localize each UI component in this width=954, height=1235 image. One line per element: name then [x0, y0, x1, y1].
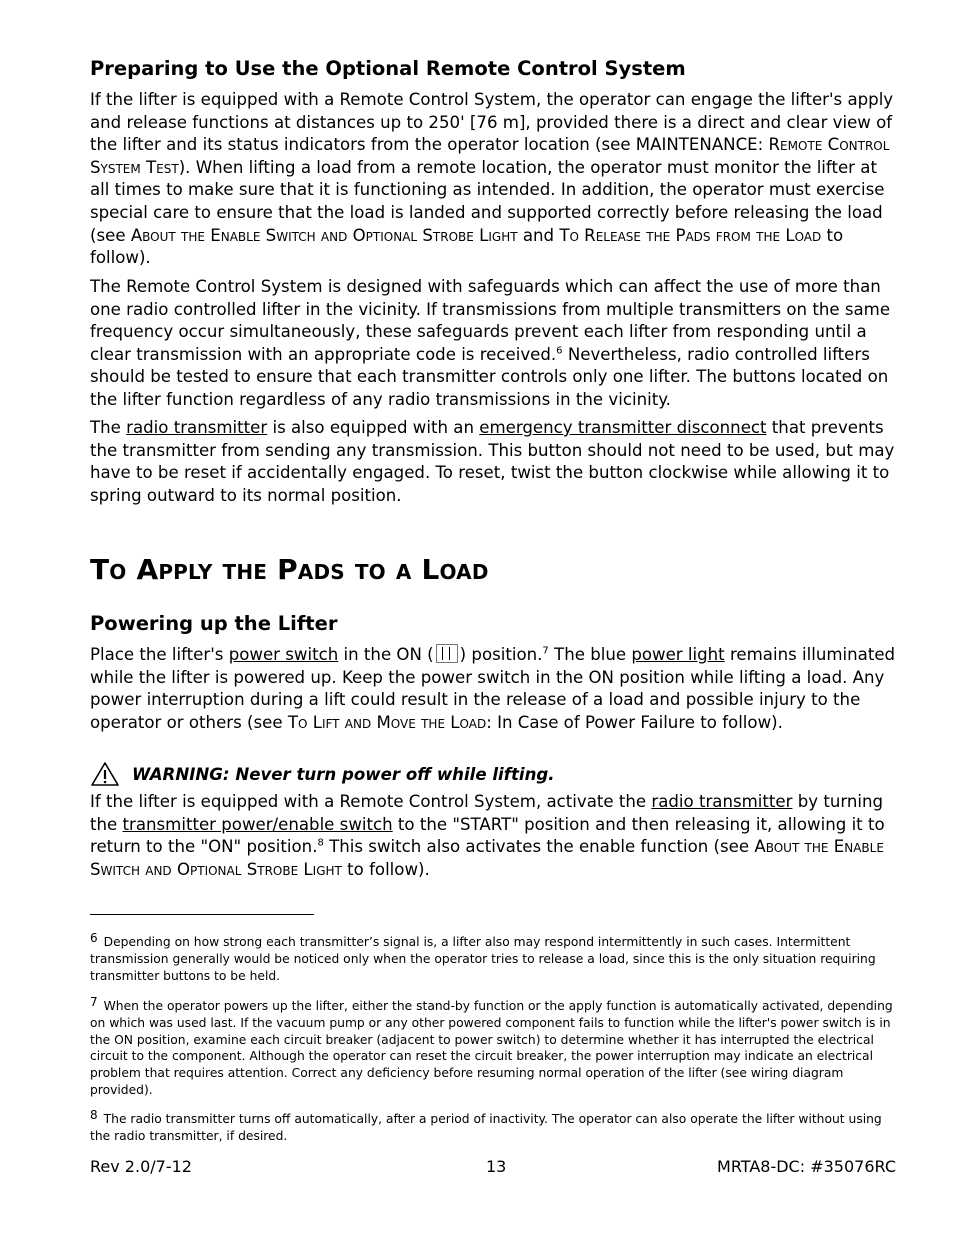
footnote-8 [90, 1107, 900, 1145]
term-power-light: power light [631, 645, 725, 664]
text-run: The [90, 418, 127, 437]
cross-reference: To Release the Pads from the Load [559, 225, 822, 245]
text-run: If the lifter is equipped with a Remote Control System, the operator can engage the lifter's apply and release functions at distances up to 250' [76 m], provided there is a direct and clear view of the lifter and its status indicators from the operator location (see MAINTENANCE: [90, 90, 894, 155]
warning-text: WARNING: Never turn power off while lifting. [132, 764, 555, 784]
footnote-6 [90, 930, 900, 984]
page-number: 13 [486, 1157, 507, 1176]
footnote-number: 7 [90, 995, 98, 1009]
subheading-powering-up: Powering up the Lifter [90, 612, 338, 635]
section-title-apply-pads: To Apply the Pads to a Load [90, 553, 489, 586]
paragraph-radio-activate [90, 791, 900, 881]
footnote-ref-6[interactable]: 6 [556, 345, 563, 357]
text-run: ) position. [459, 645, 543, 664]
term-power-switch: power switch [228, 645, 339, 664]
term-radio-transmitter: radio transmitter [651, 792, 793, 811]
text-run: Nevertheless, radio controlled lifters should be tested to ensure that each transmitter controls only one lifter. The buttons located on the lifter function regardless of any radio transmissions in the vicinity. [90, 344, 889, 409]
text-run: to follow). [341, 859, 430, 879]
text-run: in the ON ( [338, 645, 434, 664]
paragraph-remote-intro [90, 89, 900, 270]
paragraph-safeguards [90, 276, 900, 412]
warning-triangle-icon [90, 761, 120, 787]
paragraph-power-switch [90, 644, 900, 734]
term-transmitter-enable-switch: transmitter power/enable switch [122, 814, 393, 834]
section-heading-remote-control: Preparing to Use the Optional Remote Control System [90, 57, 686, 80]
footnote-number: 6 [90, 931, 98, 945]
text-run: is also equipped with an [267, 418, 480, 437]
power-on-symbol-icon [436, 644, 458, 663]
term-emergency-disconnect: emergency transmitter disconnect [479, 418, 767, 437]
cross-reference: About the Enable Switch and Optional Strobe Light [130, 225, 518, 245]
cross-reference: About the Enable Switch and Optional Strobe Light [90, 837, 884, 879]
text-run: : In Case of Power Failure to follow). [486, 712, 783, 732]
footer-model: MRTA8-DC: #35076RC [717, 1157, 896, 1176]
footnote-number: 8 [90, 1108, 98, 1122]
text-run: If the lifter is equipped with a Remote Control System, activate the [90, 792, 652, 811]
footnote-divider [90, 914, 314, 915]
paragraph-transmitter-disconnect [90, 417, 900, 507]
footnote-text: The radio transmitter turns off automatically, after a period of inactivity. The operator can also operate the lifter without using the radio transmitter, if desired. [90, 1112, 882, 1143]
text-run: and [517, 225, 560, 245]
text-run: remains illuminated while the lifter is powered up. Keep the power switch in the ON position while lifting a load. Any power interruption during a lift could result in the release of a load and possible injury to the operator or others (see [90, 645, 896, 732]
text-run: The blue [548, 645, 632, 664]
footer-revision: Rev 2.0/7-12 [90, 1157, 192, 1176]
cross-reference: Remote Control System Test [90, 135, 890, 177]
footnote-text: When the operator powers up the lifter, either the stand-by function or the apply function is automatically activated, depending on which was used last. If the vacuum pump or any other powered component fails to function while the lifter's power switch is in the ON position, examine each circuit breaker (adjacent to power switch) to determine whether it has interrupted the electrical circuit to the component. Although the operator can reset the circuit breaker, the power interruption may indicate an electrical problem that requires attention. Correct any deficiency before resuming normal operation of the lifter (see wiring diagram provided). [90, 999, 893, 1097]
footnote-7 [90, 994, 900, 1099]
footnote-text: Depending on how strong each transmitter’s signal is, a lifter also may respond intermittently in such cases. Intermittent transmission generally would be noticed only when the operator tries to release a load, since this is the only situation requiring transmitter buttons to be held. [90, 935, 876, 983]
text-run: by turning the [90, 792, 884, 834]
text-run: to follow). [90, 225, 844, 268]
text-run: ). When lifting a load from a remote location, the operator must monitor the lifter at all times to make sure that it is functioning as intended. In addition, the operator must exercise special care to ensure that the load is landed and supported correctly before releasing the load (see [90, 157, 885, 245]
text-run: that prevents the transmitter from sending any transmission. This button should not need to be used, but may have to be reset if accidentally engaged. To reset, twist the button clockwise while allowing it to spring outward to its normal position. [90, 418, 895, 505]
footnote-ref-8[interactable]: 8 [317, 837, 324, 849]
term-radio-transmitter: radio transmitter [126, 418, 268, 437]
text-run: Place the lifter's [90, 645, 229, 664]
warning-callout [90, 760, 555, 788]
text-run: to the "START" position and then releasing it, allowing it to return to the "ON" position. [90, 814, 885, 857]
footnote-ref-7[interactable]: 7 [542, 645, 549, 657]
text-run: The Remote Control System is designed with safeguards which can affect the use of more than one radio controlled lifter in the vicinity. If transmissions from multiple transmitters on the same frequency occur simultaneously, these safeguards prevent each lifter from responding until a clear transmission with an appropriate code is received. [90, 277, 891, 364]
cross-reference: To Lift and Move the Load [287, 712, 487, 732]
text-run: This switch also activates the enable function (see [323, 837, 755, 857]
